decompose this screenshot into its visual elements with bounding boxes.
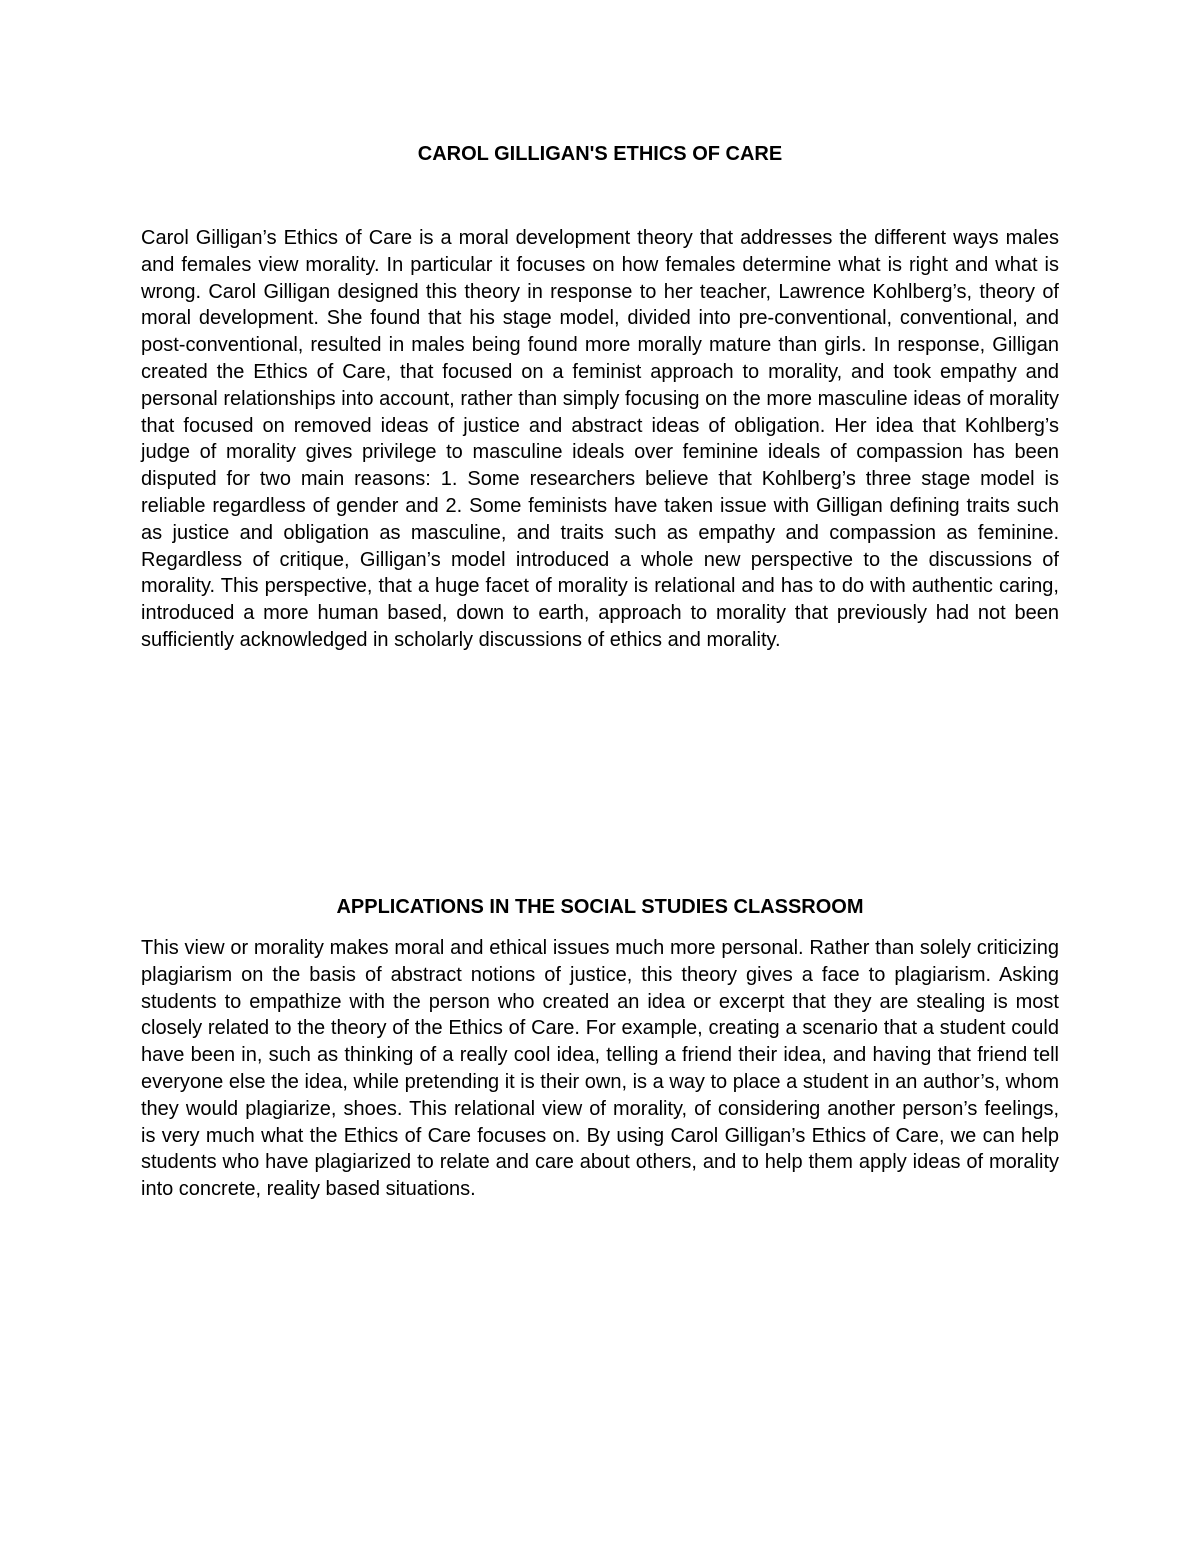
section-body-applications: This view or morality makes moral and ethical issues much more personal. Rather than solely criticizing plagiarism on the basis of abstract notions of justice, this theory gives a face to plagiarism. Asking students to empathize with the person who created an idea or excerpt that they are stealing is most closely related to the theory of the Ethics of Care. For example, creating a scenario that a student could have been in, such as thinking of a really cool idea, telling a friend their idea, and having that friend tell everyone else the idea, while pretending it is their own, is a way to place a student in an author’s, whom they would plagiarize, shoes. This relational view of morality, of considering another person’s feelings, is very much what the Ethics of Care focuses on. By using Carol Gilligan’s Ethics of Care, we can help students who have plagiarized to relate and care about others, and to help them apply ideas of morality into concrete, reality based situations. — [141, 937, 1059, 1201]
section-title-applications: APPLICATIONS IN THE SOCIAL STUDIES CLASSROOM — [336, 896, 864, 918]
section-body-ethics-of-care: Carol Gilligan’s Ethics of Care is a moral development theory that addresses the different ways males and females view morality. In particular it focuses on how females determine what is right and what is wrong. Carol Gilligan designed this theory in response to her teacher, Lawrence Kohlberg’s, theory of moral development. She found that his stage model, divided into pre-conventional, conventional, and post-conventional, resulted in males being found more morally mature than girls. In response, Gilligan created the Ethics of Care, that focused on a feminist approach to morality, and took empathy and personal relationships into account, rather than simply focusing on the more masculine ideas of morality that focused on removed ideas of justice and abstract ideas of obligation. Her idea that Kohlberg’s judge of morality gives privilege to masculine ideals over feminine ideals of compassion has been disputed for two main reasons: 1. Some researchers believe that Kohlberg’s three stage model is reliable regardless of gender and 2. Some feminists have taken issue with Gilligan defining traits such as justice and obligation as masculine, and traits such as empathy and compassion as feminine. Regardless of critique, Gilligan’s model introduced a whole new perspective to the discussions of morality. This perspective, that a huge facet of morality is relational and has to do with authentic caring, introduced a more human based, down to earth, approach to morality that previously had not been sufficiently acknowledged in scholarly discussions of ethics and morality. — [141, 227, 1059, 651]
section-title-ethics-of-care: CAROL GILLIGAN'S ETHICS OF CARE — [417, 143, 783, 165]
